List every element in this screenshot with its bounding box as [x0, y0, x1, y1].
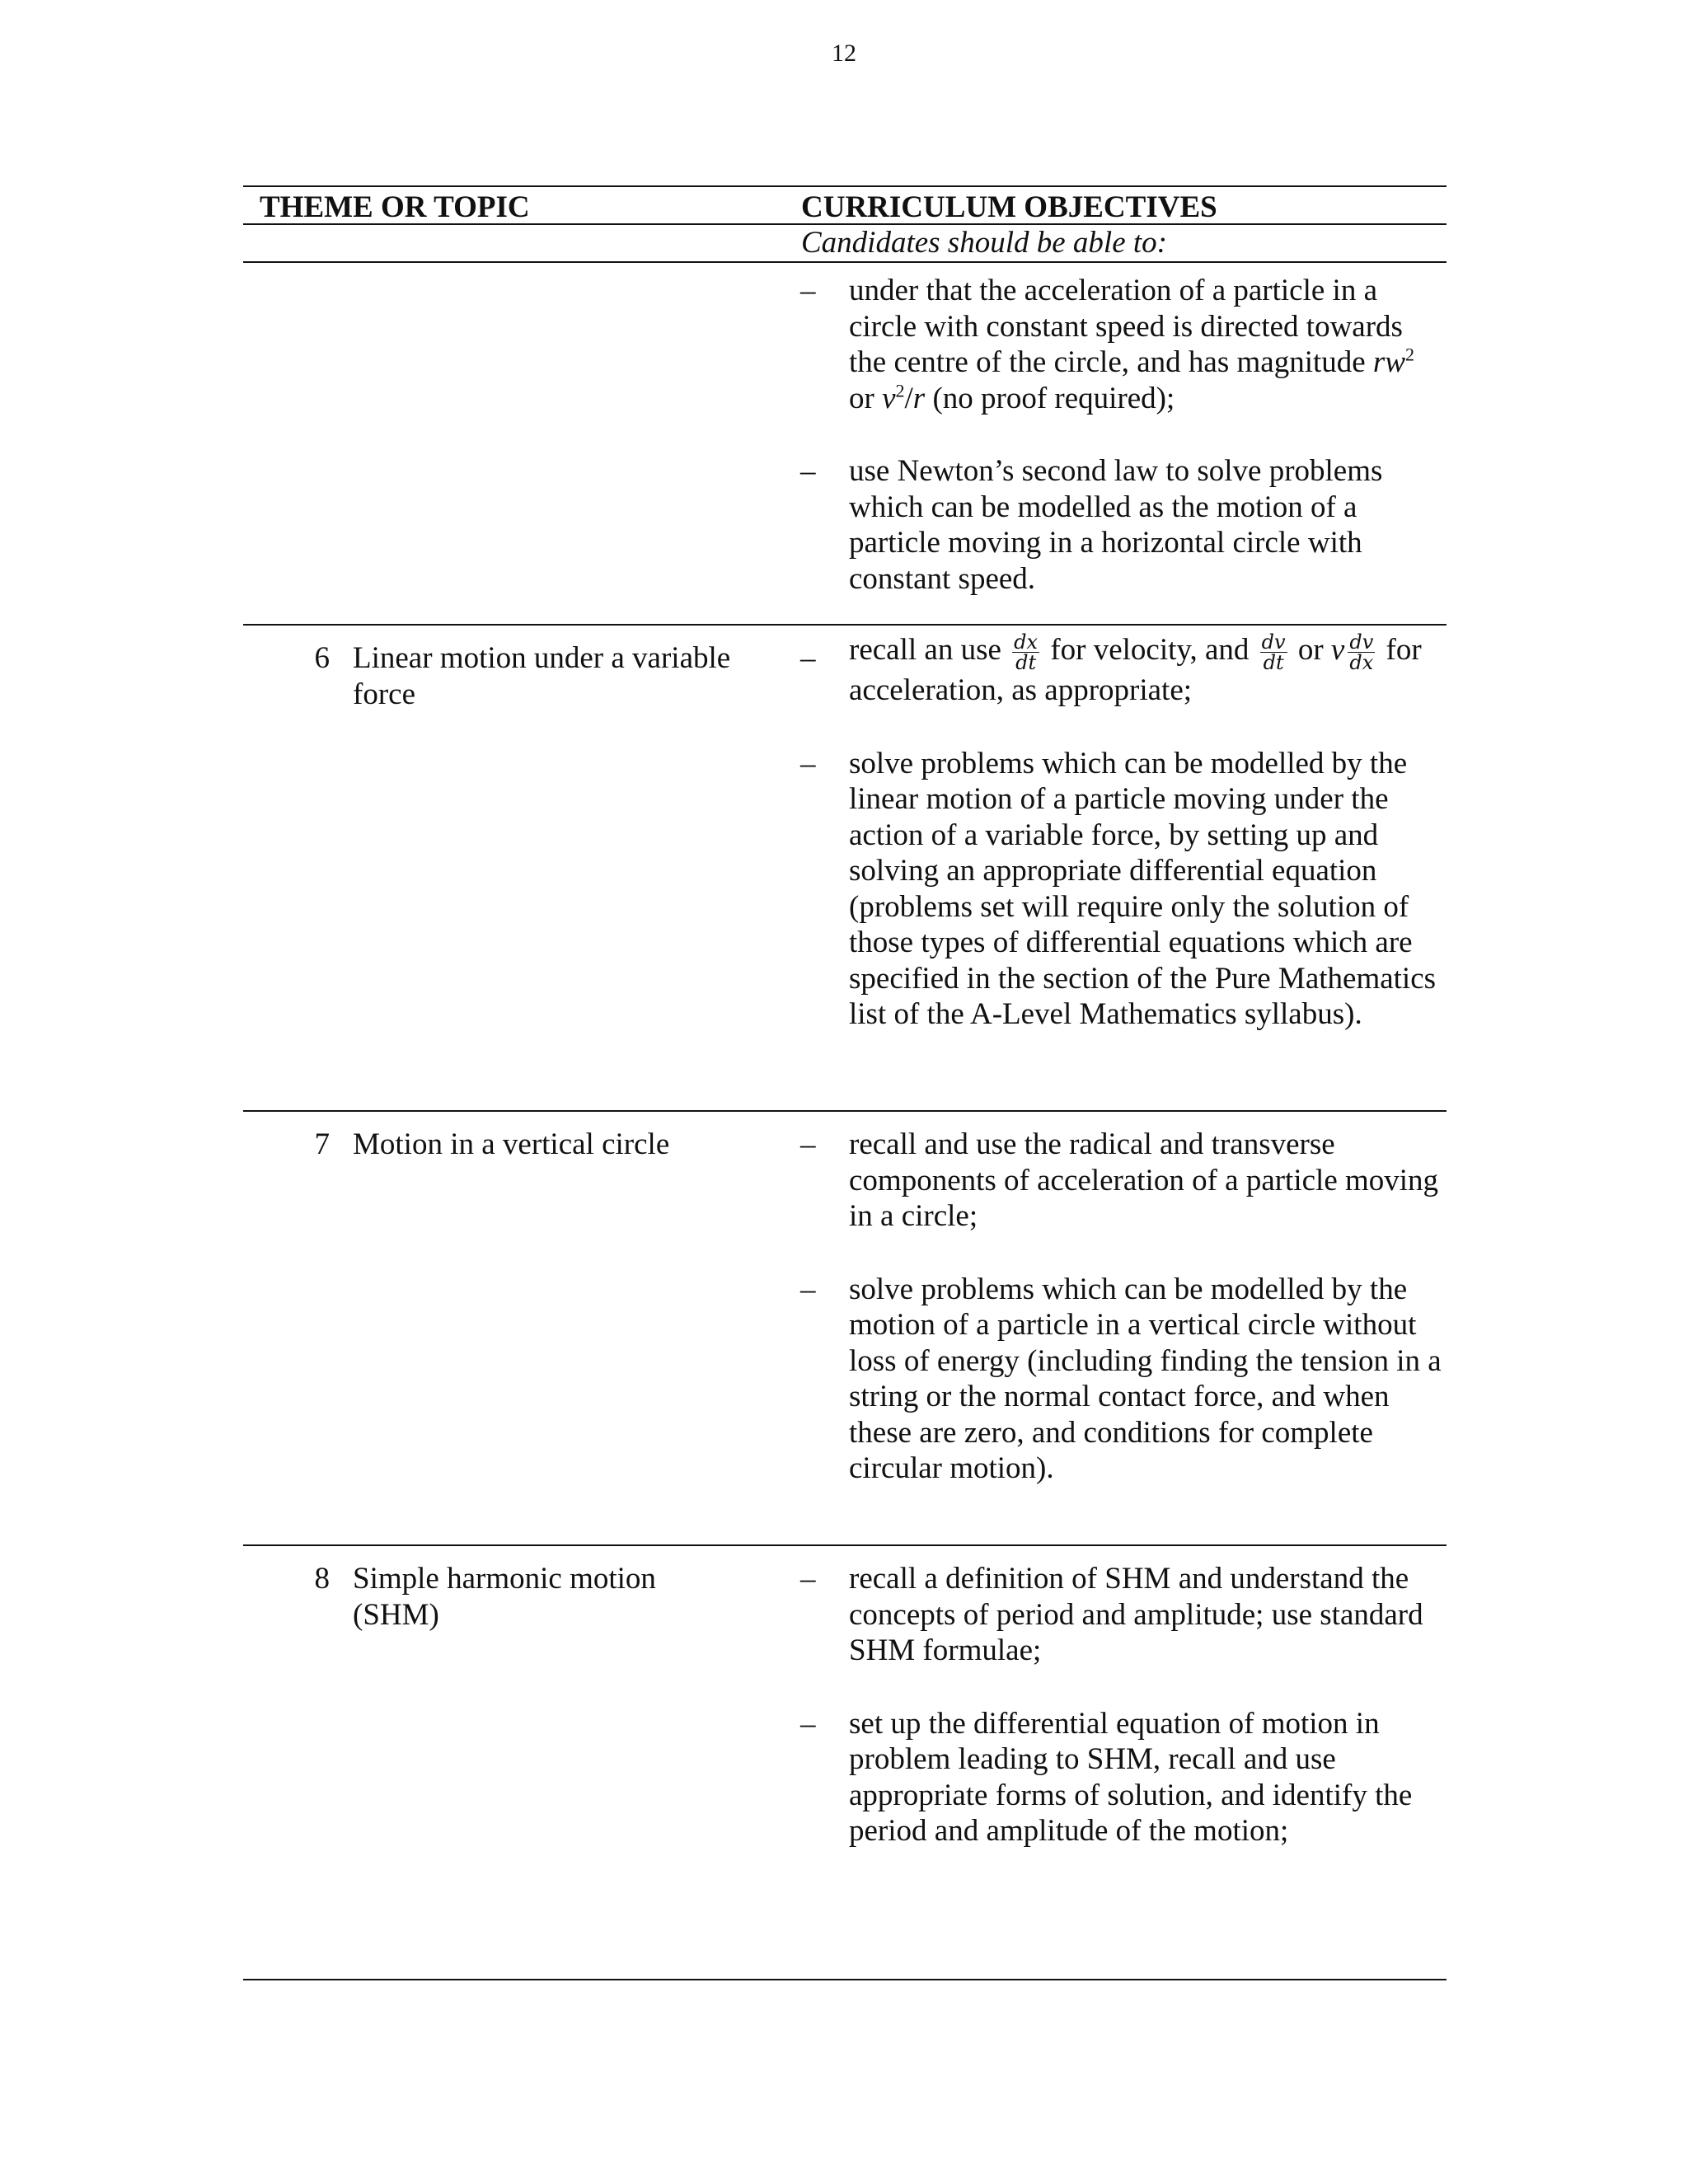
objective-text: for acceleration, as appropriate; [849, 633, 1422, 708]
fraction-numerator: dv [1349, 630, 1374, 654]
dash-bullet: – [800, 274, 816, 307]
math-exponent: 2 [895, 380, 905, 401]
fraction-dx-dt [1012, 632, 1039, 673]
table-row [243, 1546, 1447, 1979]
objective-text: (no proof required); [925, 381, 1175, 415]
objective-item [800, 453, 1442, 597]
fraction-denominator: dt [1263, 651, 1284, 675]
dash-bullet: – [800, 746, 816, 780]
topic-number: 8 [314, 1562, 330, 1596]
table-row [243, 263, 1447, 624]
dash-bullet: – [800, 1562, 816, 1596]
objective-text: for velocity, and [1043, 633, 1257, 667]
dash-bullet: – [800, 1272, 816, 1306]
topic-name: Motion in a vertical circle [353, 1127, 670, 1161]
objective-text: recall and use the radical and transverse components of acceleration of a particle moving in a circle; [849, 1127, 1439, 1233]
math-slash: / [904, 381, 913, 415]
math-exponent: 2 [1405, 344, 1414, 365]
page-number: 12 [832, 40, 856, 67]
fraction-numerator: dx [1014, 630, 1039, 654]
math-r: r [912, 381, 926, 415]
math-rw: rw [1372, 345, 1405, 379]
fraction-dv-dt [1260, 632, 1287, 673]
subheader-candidates: Candidates should be able to: [801, 226, 1167, 260]
objective-text: solve problems which can be modelled by the linear motion of a particle moving under the action of a variable force, by setting up and solving an appropriate differential equation (problems set will require only the solution of those types of differential equations which are specified in the section of the Pure Mathematics list of the A-Level Mathematics syllabus). [849, 746, 1437, 1032]
objective-item [800, 746, 1442, 1033]
math-v: v [1330, 633, 1345, 667]
objective-text: set up the differential equation of motion in problem leading to SHM, recall and use appropriate forms of solution, and identify the period and amplitude of the motion; [849, 1706, 1413, 1848]
fraction-denominator: dt [1015, 651, 1037, 675]
header-curriculum-objectives: CURRICULUM OBJECTIVES [801, 190, 1217, 224]
objective-item [800, 1561, 1442, 1669]
table-row [243, 626, 1447, 1110]
objective-item [800, 273, 1442, 416]
math-v: v [882, 381, 896, 415]
topic-name: Linear motion under a variable force [353, 641, 731, 711]
objective-item [800, 1706, 1442, 1849]
objective-text: recall an use [849, 633, 1010, 667]
fraction-numerator: dv [1261, 630, 1286, 654]
table-subheader [243, 225, 1447, 261]
header-theme-or-topic: THEME OR TOPIC [260, 190, 530, 224]
objective-item [800, 1127, 1442, 1235]
objective-item [800, 1272, 1442, 1487]
dash-bullet: – [800, 454, 816, 488]
objective-text: or [849, 381, 883, 415]
objective-text: solve problems which can be modelled by the motion of a particle in a vertical circle without loss of energy (including finding the tension in a string or the normal contact force, and when these are zero, and conditions for complete circular motion). [849, 1272, 1442, 1485]
objective-text: use Newton’s second law to solve problems which can be modelled as the motion of a particle moving in a horizontal circle with constant speed. [849, 454, 1383, 596]
dash-bullet: – [800, 1706, 816, 1741]
objective-text: recall a definition of SHM and understand the concepts of period and amplitude; use standard SHM formulae; [849, 1562, 1423, 1667]
dash-bullet: – [800, 641, 816, 675]
table-header [243, 187, 1447, 223]
dash-bullet: – [800, 1127, 816, 1161]
topic-name: Simple harmonic motion (SHM) [353, 1562, 656, 1632]
topic-number: 7 [314, 1127, 330, 1161]
table-row [243, 1112, 1447, 1544]
objective-text: or [1290, 633, 1331, 667]
objective-text: under that the acceleration of a particle in a circle with constant speed is directed towards the centre of the circle, and has magnitude [849, 274, 1403, 379]
fraction-denominator: dx [1349, 651, 1374, 675]
topic-number: 6 [314, 641, 330, 675]
fraction-dv-dx [1348, 632, 1375, 673]
curriculum-table [243, 185, 1447, 1980]
objective-item [800, 630, 1442, 709]
table-bottom-rule [243, 1979, 1447, 1980]
